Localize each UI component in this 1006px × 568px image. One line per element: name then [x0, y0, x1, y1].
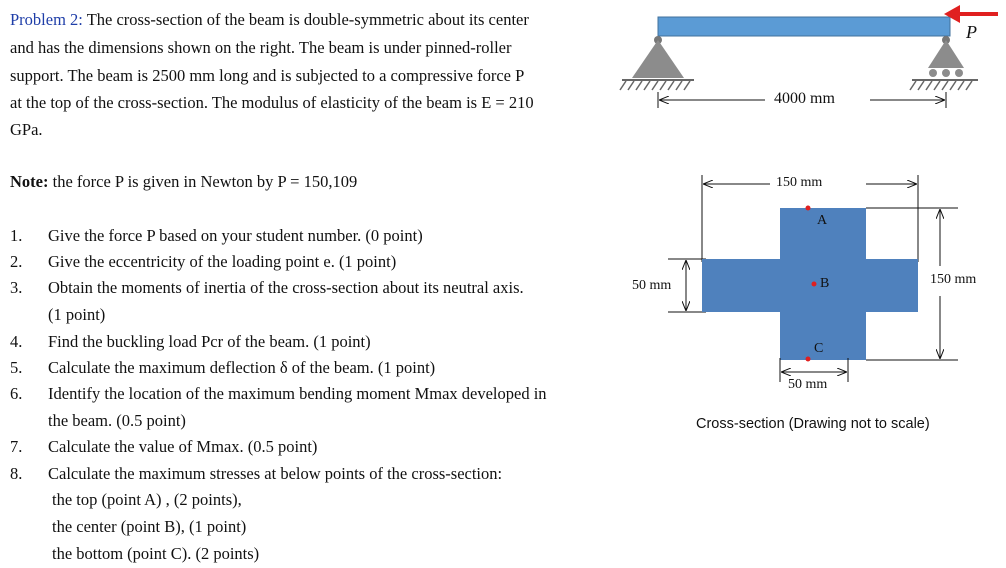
problem-text-1: The cross-section of the beam is double-symmetric about its center: [86, 10, 529, 29]
question-3-number: 3.: [10, 278, 23, 297]
point-a-marker: [806, 206, 811, 211]
beam-body: [658, 17, 950, 36]
question-2: Give the eccentricity of the loading point e. (1 point): [48, 252, 397, 271]
force-label: P: [966, 22, 977, 42]
question-5-number: 5.: [10, 358, 23, 377]
question-8-number: 8.: [10, 464, 23, 483]
sub-point-top: the top (point A) , (2 points),: [52, 490, 242, 509]
problem-statement-line-3: support. The beam is 2500 mm long and is subjected to a compressive force P: [10, 66, 525, 85]
question-4-number: 4.: [10, 332, 23, 351]
point-c-label: C: [814, 341, 824, 356]
question-4: Find the buckling load Pcr of the beam. (1 point): [48, 332, 371, 351]
question-6-continued: the beam. (0.5 point): [48, 411, 186, 430]
cross-section-height-label: 150 mm: [930, 272, 977, 287]
question-1: Give the force P based on your student number. (0 point): [48, 226, 423, 245]
force-arrow: [944, 5, 998, 23]
problem-statement-line-4: at the top of the cross-section. The modulus of elasticity of the beam is E = 210: [10, 93, 534, 112]
note-text: the force P is given in Newton by P = 150,109: [52, 172, 358, 191]
question-3: Obtain the moments of inertia of the cross-section about its neutral axis.: [48, 278, 524, 297]
question-7-number: 7.: [10, 437, 23, 456]
point-b-marker: [812, 282, 817, 287]
web-depth-dimension: [668, 259, 706, 312]
question-1-number: 1.: [10, 226, 23, 245]
question-5: Calculate the maximum deflection δ of the beam. (1 point): [48, 358, 436, 377]
flange-width-label: 50 mm: [788, 377, 828, 392]
beam-length-label: 4000 mm: [774, 90, 835, 107]
point-a-label: A: [817, 213, 828, 228]
web-depth-label: 50 mm: [632, 278, 672, 293]
cross-section-caption: Cross-section (Drawing not to scale): [696, 416, 930, 432]
sub-point-center: the center (point B), (1 point): [52, 517, 247, 536]
cross-section-shape: [702, 208, 918, 360]
cross-section-width-label: 150 mm: [776, 175, 823, 190]
question-3-continued: (1 point): [48, 305, 106, 324]
sub-point-bottom: the bottom (point C). (2 points): [52, 544, 260, 563]
note-label: Note:: [10, 172, 49, 191]
problem-statement-line-2: and has the dimensions shown on the right. The beam is under pinned-roller: [10, 38, 512, 57]
problem-statement-line-5: GPa.: [10, 120, 43, 139]
question-6: Identify the location of the maximum bending moment Mmax developed in: [48, 384, 547, 403]
problem-label: Problem 2:: [10, 10, 83, 29]
question-8: Calculate the maximum stresses at below points of the cross-section:: [48, 464, 503, 483]
question-6-number: 6.: [10, 384, 23, 403]
question-7: Calculate the value of Mmax. (0.5 point): [48, 437, 318, 456]
point-c-marker: [806, 357, 811, 362]
point-b-label: B: [820, 276, 830, 291]
pin-support-left: [620, 36, 694, 90]
question-2-number: 2.: [10, 252, 23, 271]
roller-support-right: [910, 36, 978, 90]
